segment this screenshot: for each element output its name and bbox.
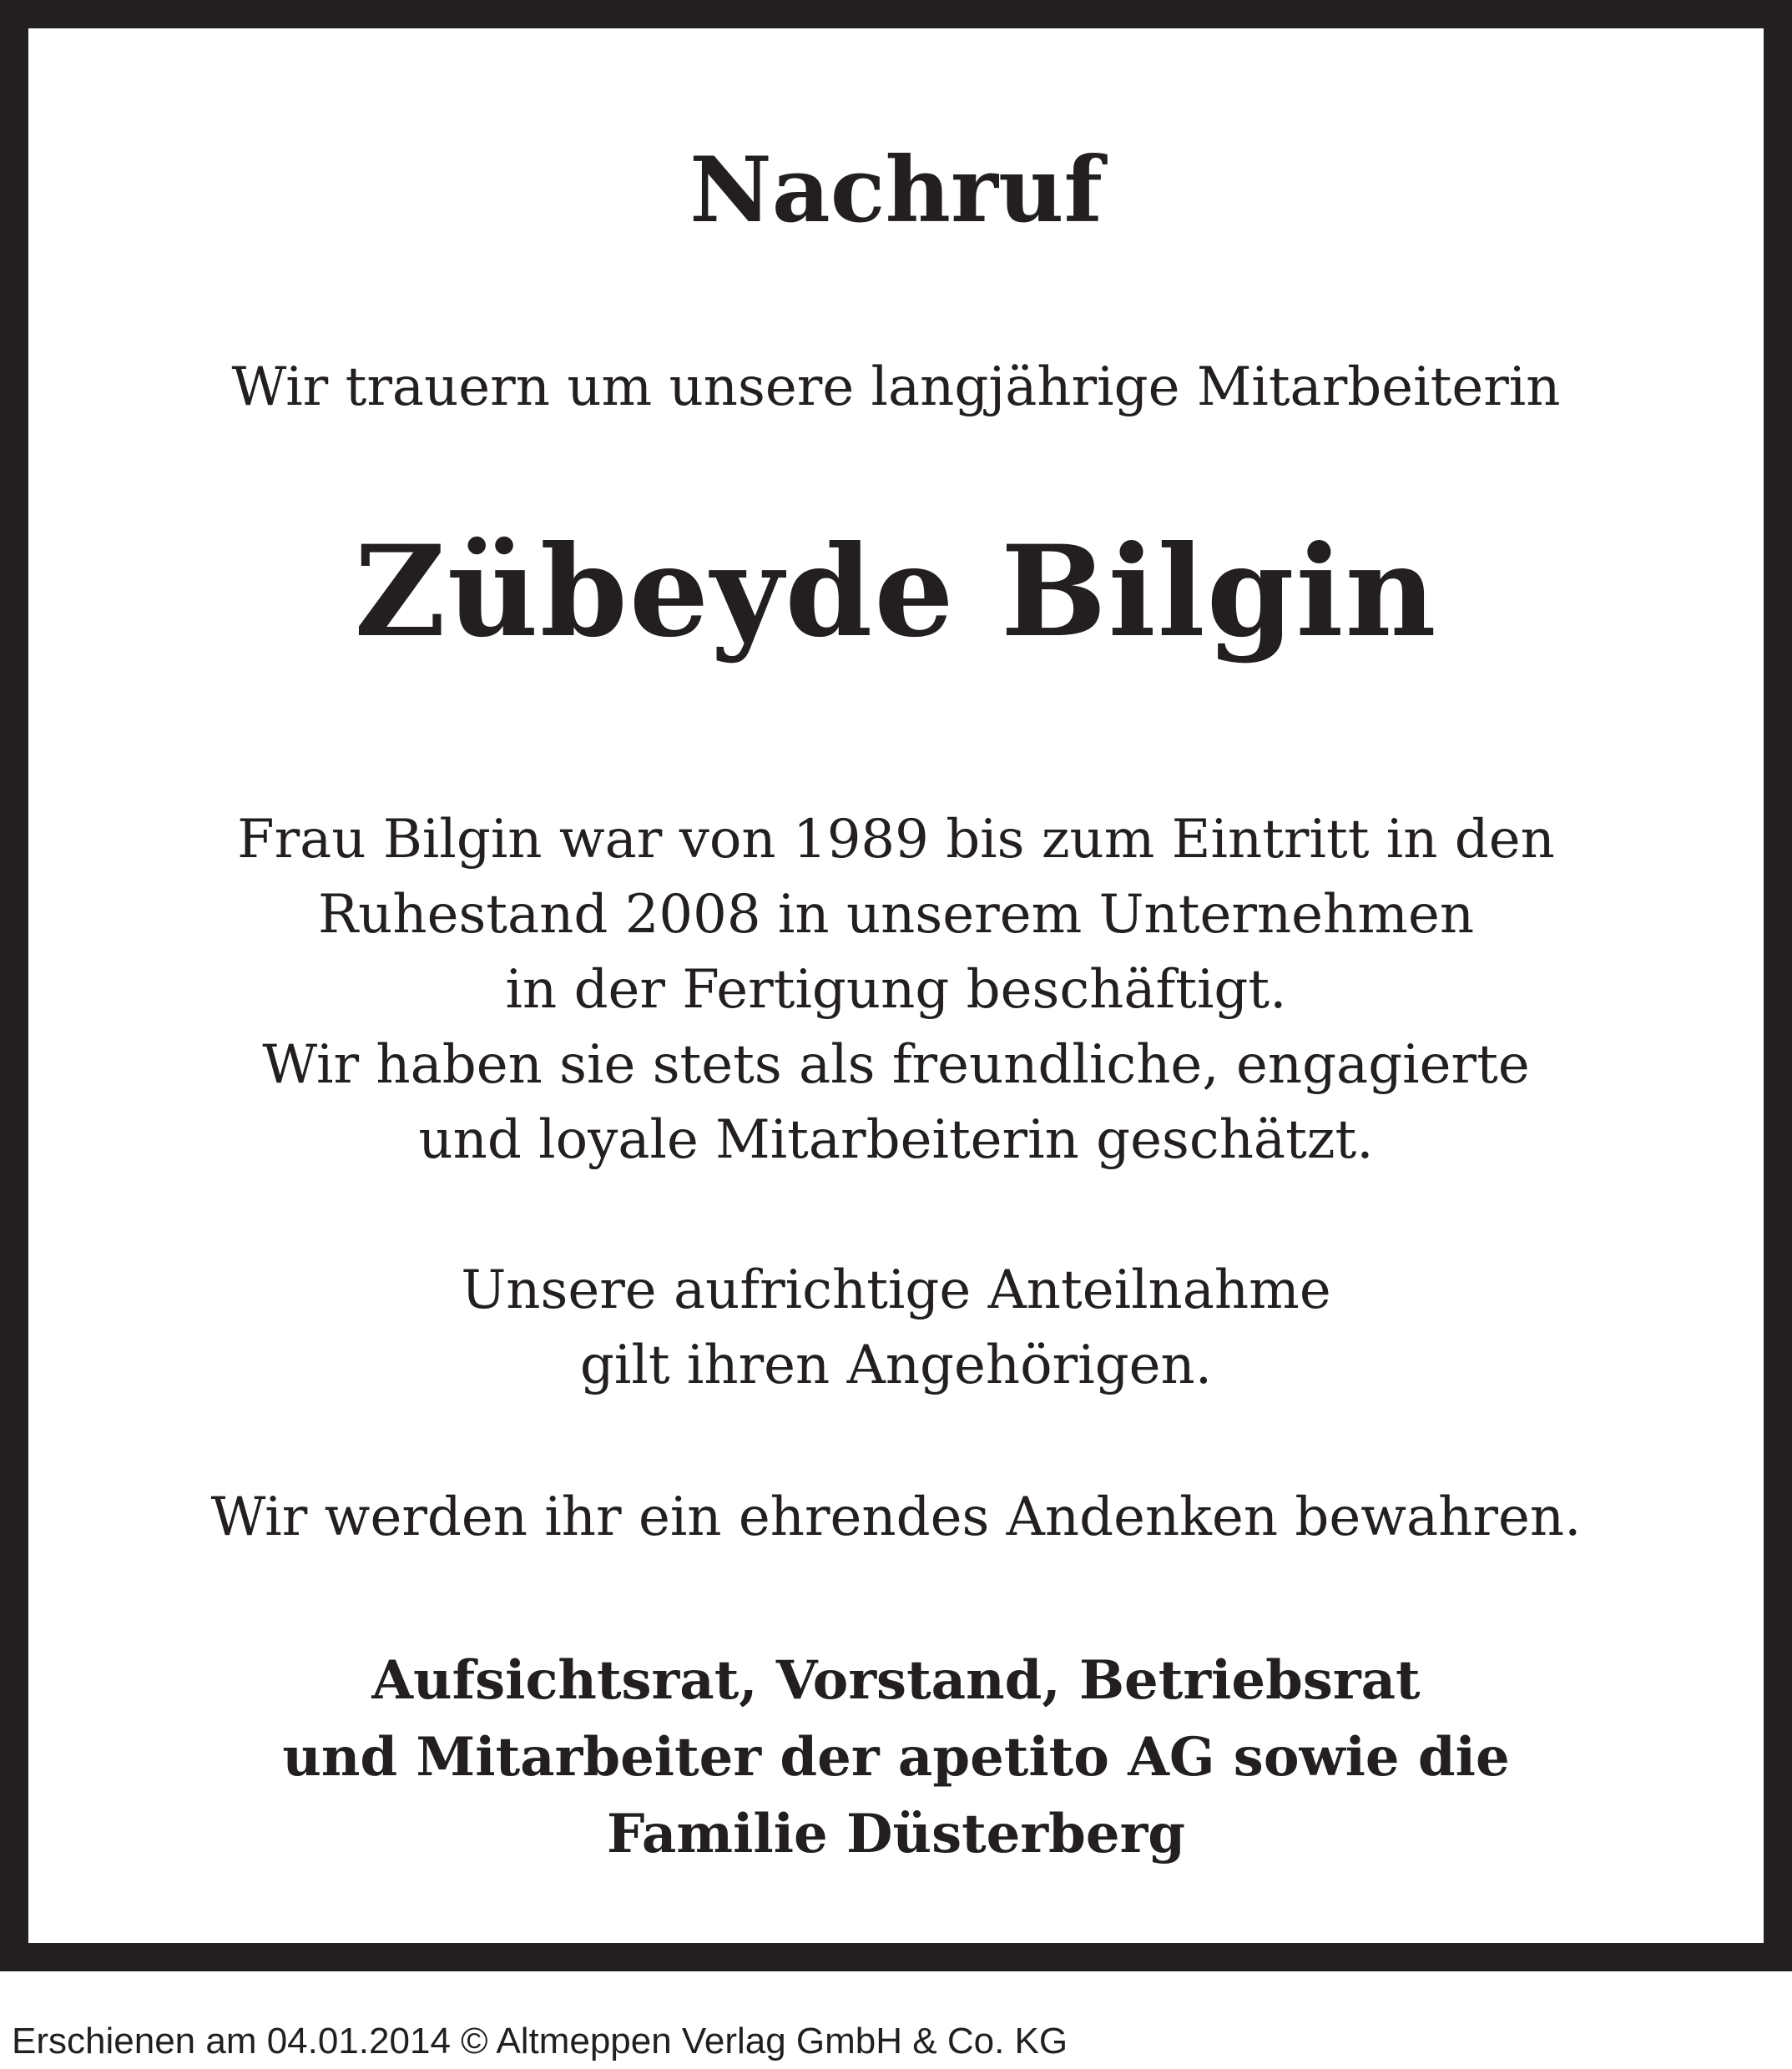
signature-line: Aufsichtsrat, Vorstand, Betriebsrat — [371, 1649, 1421, 1712]
tribute-line: und loyale Mitarbeiterin geschätzt. — [418, 1109, 1374, 1171]
signature-line: Familie Düsterberg — [606, 1803, 1186, 1865]
notice-title: Nachruf — [689, 138, 1103, 243]
tribute-line: in der Fertigung beschäftigt. — [505, 959, 1287, 1021]
publication-credit: Erschienen am 04.01.2014 © Altmeppen Verlag GmbH & Co. KG — [12, 2021, 1068, 2061]
condolence-line: Unsere aufrichtige Anteilnahme — [461, 1259, 1331, 1321]
intro-text: Wir trauern um unsere langjährige Mitarbeiterin — [231, 356, 1561, 418]
tribute-line: Ruhestand 2008 in unserem Unternehmen — [317, 884, 1475, 946]
remembrance-text: Wir werden ihr ein ehrendes Andenken bewahren. — [210, 1486, 1582, 1548]
deceased-name: Zübeyde Bilgin — [354, 518, 1438, 665]
condolence-line: gilt ihren Angehörigen. — [579, 1335, 1213, 1396]
tribute-line: Frau Bilgin war von 1989 bis zum Eintritt in den — [237, 809, 1555, 870]
signature-line: und Mitarbeiter der apetito AG sowie die — [282, 1726, 1510, 1789]
tribute-line: Wir haben sie stets als freundliche, engagierte — [262, 1034, 1530, 1096]
